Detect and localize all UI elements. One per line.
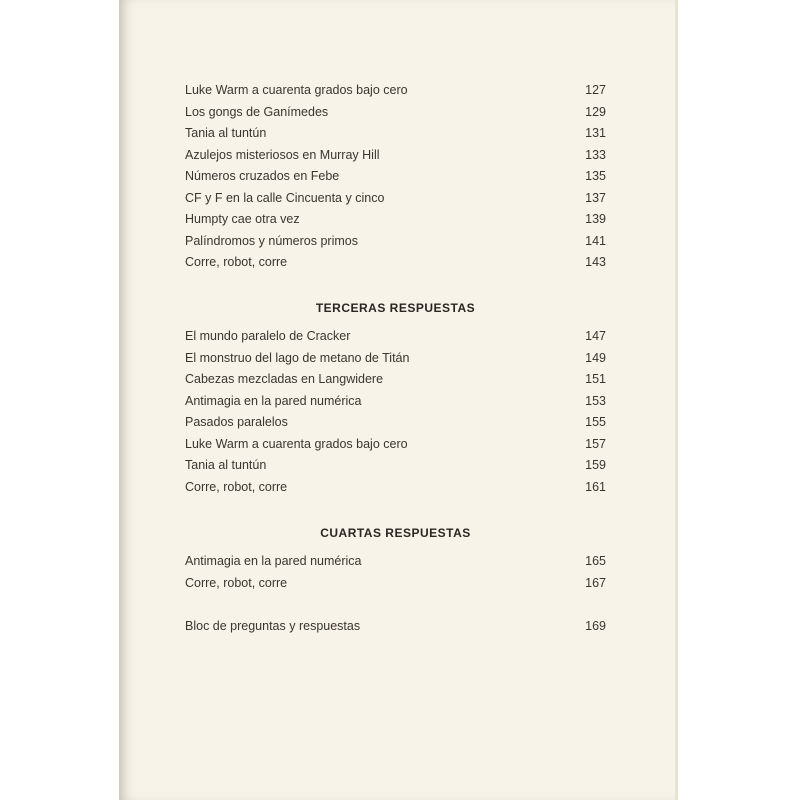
toc-entry-title: CF y F en la calle Cincuenta y cinco <box>185 190 385 205</box>
toc-entry-title: El mundo paralelo de Cracker <box>185 329 351 343</box>
toc-entry-title: Antimagia en la pared numérica <box>185 554 362 568</box>
toc-entry <box>185 231 606 251</box>
toc-entry-page: 131 <box>585 126 606 140</box>
toc-entry <box>185 391 606 411</box>
toc-entry-title: Palíndromos y números primos <box>185 233 358 248</box>
toc-entry <box>185 326 606 346</box>
toc-entry <box>185 102 606 122</box>
toc-entry-page: 149 <box>585 350 606 365</box>
toc-entry-page: 147 <box>585 329 606 343</box>
toc-entry-page: 153 <box>585 393 606 408</box>
page-edge <box>675 0 678 800</box>
toc-entry-page: 165 <box>585 554 606 568</box>
toc-entry-page: 139 <box>585 212 606 226</box>
toc-entry-page: 155 <box>585 415 606 429</box>
toc-entry-title: Pasados paralelos <box>185 415 288 429</box>
toc-entry-page: 137 <box>585 190 606 205</box>
toc-entry-page: 129 <box>585 104 606 119</box>
toc-entry <box>185 348 606 368</box>
toc-entry-title: Bloc de preguntas y respuestas <box>185 619 361 633</box>
toc-entry <box>185 477 606 497</box>
section-heading: CUARTAS RESPUESTAS <box>320 526 471 540</box>
toc-entry <box>185 209 606 229</box>
toc-entry <box>185 80 606 100</box>
toc-entry-page: 127 <box>585 83 606 97</box>
toc-entry-page: 157 <box>585 436 606 451</box>
toc-entry <box>185 252 606 272</box>
toc-entry-title: Humpty cae otra vez <box>185 212 300 226</box>
toc-entry-title: El monstruo del lago de metano de Titán <box>185 350 410 365</box>
toc-entry-page: 167 <box>585 575 606 590</box>
toc-entry-page: 151 <box>585 372 606 386</box>
toc-entry-title: Antimagia en la pared numérica <box>185 393 362 408</box>
toc-entry-page: 143 <box>585 255 606 269</box>
toc-entry <box>185 551 606 571</box>
toc-entry <box>185 573 606 593</box>
toc-entry-title: Corre, robot, corre <box>185 575 288 590</box>
toc-entry-page: 161 <box>585 479 606 494</box>
toc-entry-title: Cabezas mezcladas en Langwidere <box>185 372 384 386</box>
toc-entry-page: 169 <box>585 619 606 633</box>
toc-entry <box>185 412 606 432</box>
toc-entry-page: 135 <box>585 169 606 183</box>
toc-entry <box>185 455 606 475</box>
toc-entry <box>185 188 606 208</box>
toc-entry-title: Números cruzados en Febe <box>185 169 340 183</box>
toc-entry-page: 141 <box>585 233 606 248</box>
toc-entry-page: 159 <box>585 458 606 472</box>
toc-entry-title: Luke Warm a cuarenta grados bajo cero <box>185 436 408 451</box>
toc-entry <box>185 369 606 389</box>
toc-entry-title: Azulejos misteriosos en Murray Hill <box>185 147 380 162</box>
toc-entry <box>185 166 606 186</box>
toc-entry-page: 133 <box>585 147 606 162</box>
toc-entry <box>185 434 606 454</box>
toc-entry-title: Corre, robot, corre <box>185 255 288 269</box>
toc-entry <box>185 616 606 636</box>
toc-entry-title: Luke Warm a cuarenta grados bajo cero <box>185 83 408 97</box>
toc-entry-title: Tania al tuntún <box>185 458 267 472</box>
toc-entry-title: Tania al tuntún <box>185 126 267 140</box>
toc-entry <box>185 123 606 143</box>
toc-entry-title: Corre, robot, corre <box>185 479 288 494</box>
toc-entry-title: Los gongs de Ganímedes <box>185 104 329 119</box>
toc-entry <box>185 145 606 165</box>
section-heading: TERCERAS RESPUESTAS <box>315 301 476 315</box>
